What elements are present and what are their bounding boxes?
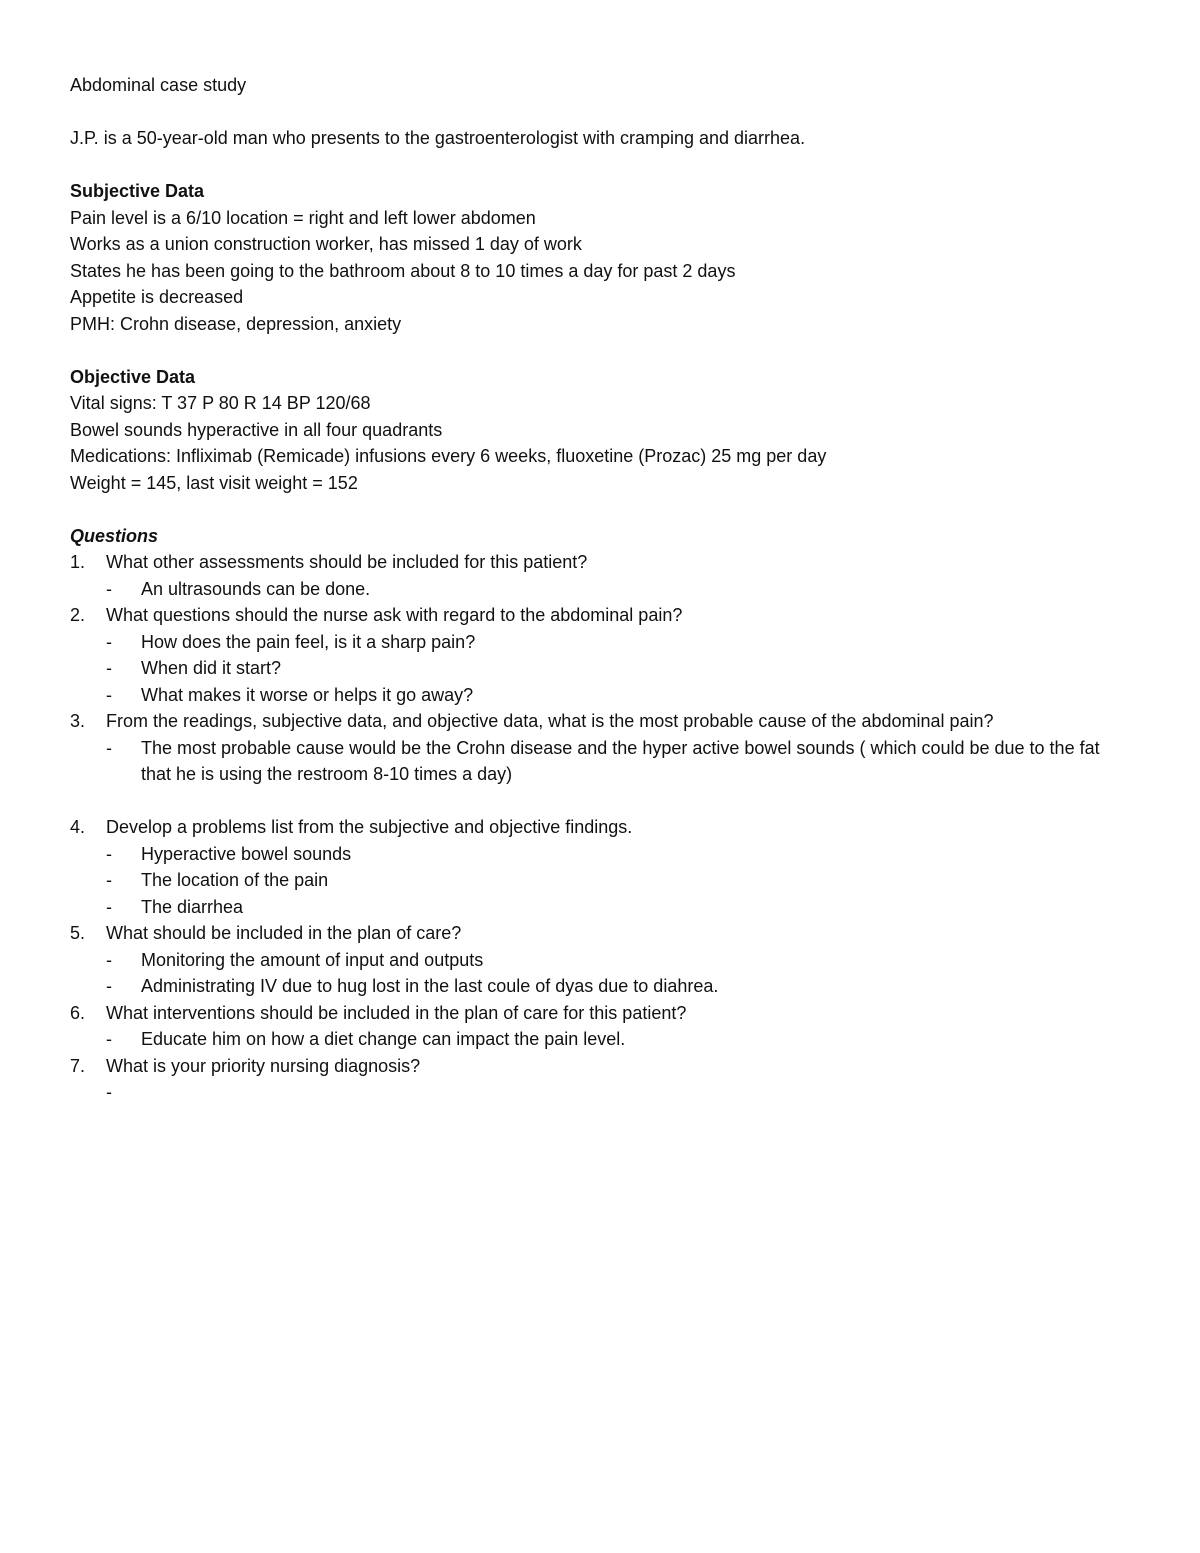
subjective-line: Pain level is a 6/10 location = right and left lower abdomen — [70, 207, 536, 228]
dash-bullet: - — [106, 631, 112, 652]
question-item — [70, 920, 1150, 1000]
question-text: What should be included in the plan of care? — [106, 923, 462, 943]
case-intro: J.P. is a 50-year-old man who presents to the gastroenterologist with cramping and diarrhea. — [70, 128, 806, 148]
dash-bullet: - — [106, 843, 112, 864]
answer-list — [70, 735, 1150, 788]
questions-list — [70, 549, 1150, 1102]
answer-text: Monitoring the amount of input and outputs — [141, 949, 484, 970]
answer-list — [70, 1026, 1150, 1053]
question-text: What interventions should be included in the plan of care for this patient? — [106, 1002, 687, 1023]
objective-line: Weight = 145, last visit weight = 152 — [70, 472, 358, 493]
question-text: Develop a problems list from the subjective and objective findings. — [106, 817, 633, 837]
dash-bullet: - — [106, 896, 112, 917]
question-text: What other assessments should be included for this patient? — [106, 552, 588, 572]
question-item — [70, 602, 1150, 708]
objective-line: Vital signs: T 37 P 80 R 14 BP 120/68 — [70, 393, 371, 413]
dash-bullet: - — [106, 737, 112, 758]
spacer — [70, 99, 1150, 126]
question-text: What questions should the nurse ask with regard to the abdominal pain? — [106, 605, 683, 625]
objective-line: Bowel sounds hyperactive in all four quadrants — [70, 419, 443, 440]
answer-text: How does the pain feel, is it a sharp pain? — [141, 631, 476, 652]
answer-item — [70, 973, 1150, 1000]
answer-text: Administrating IV due to hug lost in the last coule of dyas due to diahrea. — [141, 976, 719, 996]
question-item — [70, 549, 1150, 602]
subjective-line: Appetite is decreased — [70, 287, 244, 307]
question-number: 4. — [70, 817, 86, 837]
questions-section — [70, 523, 1150, 1102]
answer-text: The most probable cause would be the Crohn disease and the hyper active bowel sounds ( which could be due to the fat that he is using the restroom 8-10 times a day) — [141, 737, 1100, 784]
questions-heading: Questions — [70, 525, 159, 546]
question-line — [70, 549, 1150, 576]
question-item — [70, 1000, 1150, 1053]
question-number: 2. — [70, 605, 86, 625]
answer-text: Hyperactive bowel sounds — [141, 843, 352, 864]
answer-text: When did it start? — [141, 658, 282, 678]
question-line — [70, 602, 1150, 629]
subjective-section — [70, 178, 1150, 337]
subjective-line: PMH: Crohn disease, depression, anxiety — [70, 313, 402, 334]
answer-text: What makes it worse or helps it go away? — [141, 684, 474, 705]
question-item — [70, 1053, 1150, 1102]
document-page — [70, 72, 1150, 1102]
spacer — [70, 152, 1150, 179]
spacer — [70, 337, 1150, 364]
answer-text: The diarrhea — [141, 896, 244, 917]
spacer — [70, 496, 1150, 523]
objective-heading: Objective Data — [70, 366, 196, 387]
objective-line: Medications: Infliximab (Remicade) infusions every 6 weeks, fluoxetine (Prozac) 25 mg per day — [70, 446, 827, 466]
answer-item — [70, 655, 1150, 682]
question-number: 6. — [70, 1002, 86, 1023]
question-line — [70, 1000, 1150, 1027]
answer-item — [70, 841, 1150, 868]
dash-bullet: - — [106, 1082, 112, 1102]
question-text: What is your priority nursing diagnosis? — [106, 1055, 421, 1076]
dash-bullet: - — [106, 578, 112, 599]
answer-list — [70, 947, 1150, 1000]
answer-list — [70, 841, 1150, 921]
answer-text: The location of the pain — [141, 870, 329, 890]
answer-item — [70, 576, 1150, 603]
question-line — [70, 814, 1150, 841]
dash-bullet: - — [106, 658, 112, 678]
dash-bullet: - — [106, 949, 112, 970]
answer-item — [70, 735, 1150, 788]
subjective-line: States he has been going to the bathroom about 8 to 10 times a day for past 2 days — [70, 260, 736, 281]
subjective-heading: Subjective Data — [70, 181, 205, 201]
question-text: From the readings, subjective data, and objective data, what is the most probable cause of the abdominal pain? — [106, 711, 994, 731]
answer-list — [70, 629, 1150, 709]
question-item — [70, 814, 1150, 920]
document-title: Abdominal case study — [70, 75, 247, 95]
answer-item — [70, 682, 1150, 709]
question-number: 7. — [70, 1055, 86, 1076]
subjective-line: Works as a union construction worker, has missed 1 day of work — [70, 234, 582, 254]
answer-text: Educate him on how a diet change can impact the pain level. — [141, 1029, 626, 1049]
answer-item — [70, 894, 1150, 921]
question-number: 1. — [70, 552, 86, 572]
answer-item — [70, 629, 1150, 656]
answer-item — [70, 1026, 1150, 1053]
answer-text: An ultrasounds can be done. — [141, 578, 371, 599]
question-item — [70, 708, 1150, 814]
dash-bullet: - — [106, 976, 112, 996]
dash-bullet: - — [106, 870, 112, 890]
question-line — [70, 708, 1150, 735]
dash-bullet: - — [106, 1029, 112, 1049]
answer-list — [70, 576, 1150, 603]
answer-item — [70, 867, 1150, 894]
question-number: 5. — [70, 923, 86, 943]
question-number: 3. — [70, 711, 86, 731]
dash-bullet: - — [106, 684, 112, 705]
question-line — [70, 1053, 1150, 1080]
objective-section — [70, 364, 1150, 497]
answer-item — [70, 947, 1150, 974]
question-line — [70, 920, 1150, 947]
spacer — [70, 788, 1150, 815]
